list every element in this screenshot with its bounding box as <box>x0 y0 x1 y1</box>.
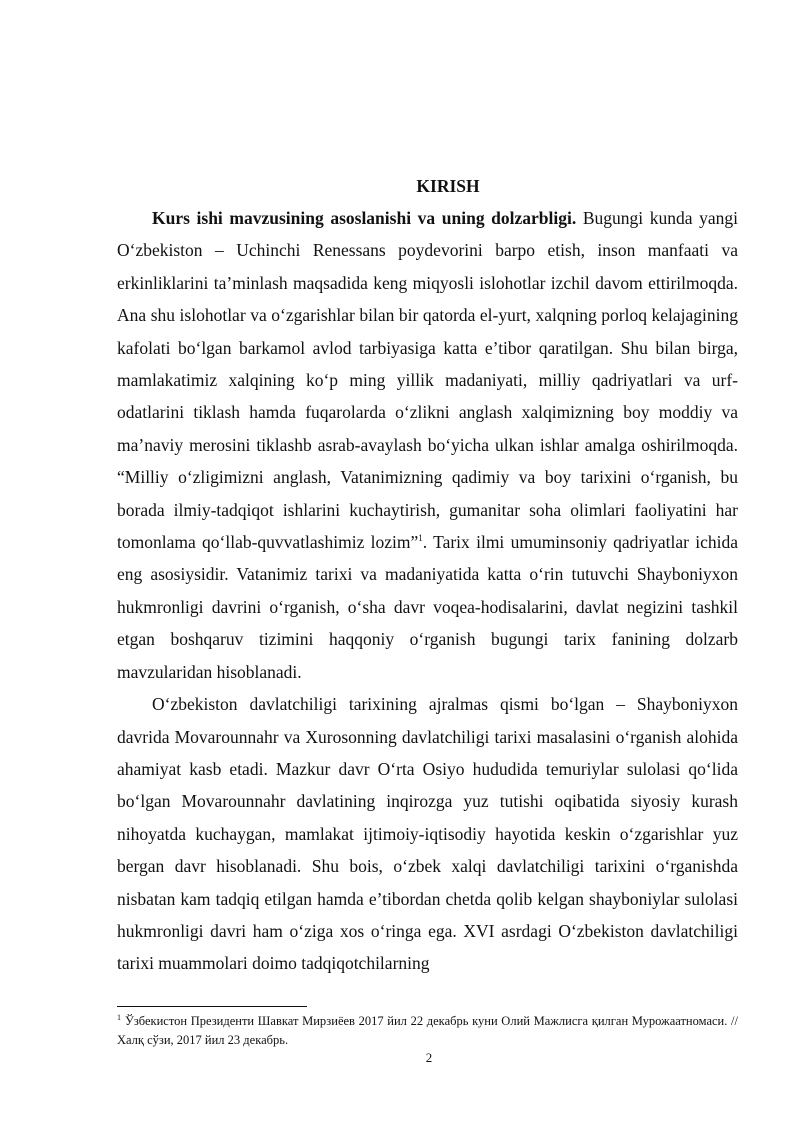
paragraph-2: O‘zbekiston davlatchiligi tarixining ajralmas qismi bo‘lgan – Shayboniyxon davrida Movarounnahr va Xurosonning davlatchiligi tarixi masalasini o‘rganish alohida ahamiyat kasb etadi. Mazkur davr O‘rta Osiyo hududida temuriylar sulolasi qo‘lida bo‘lgan Movarounnahr davlatining inqirozga yuz tutishi oqibatida siyosiy kurash nihoyatda kuchaygan, mamlakat ijtimoiy-iqtisodiy hayotida keskin o‘zgarishlar yuz bergan davr hisoblanadi. Shu bois, o‘zbek xalqi davlatchiligi tarixini o‘rganishda nisbatan kam tadqiq etilgan hamda e’tibordan chetda qolib kelgan shayboniylar sulolasi hukmronligi davri ham o‘ziga xos o‘ringa ega. XVI asrdagi O‘zbekiston davlatchiligi tarixi muammolari doimo tadqiqotchilarning <box>117 694 738 974</box>
footnote <box>117 1012 738 1050</box>
paragraph-1-text-b: . Tarix ilmi umuminsoniy qadriyatlar ichida eng asosiysidir. Vatanimiz tarixi va madaniyatida katta o‘rin tutuvchi Shayboniyxon hukmronligi davrini o‘rganish, o‘sha davr voqea-hodisalarini, davlat negizini tashkil etgan boshqaruv tizimini haqqoniy o‘rganish bugungi tarix fanining dolzarb mavzularidan hisoblanadi. <box>117 532 738 682</box>
footnote-separator <box>117 1006 307 1007</box>
footnote-text: Ўзбекистон Президенти Шавкат Мирзиёев 2017 йил 22 декабрь куни Олий Мажлисга қилган Мурожаатномаси. // Халқ сўзи, 2017 йил 23 декабрь. <box>117 1014 738 1047</box>
footnote-reference[interactable]: 1 <box>418 533 423 544</box>
footnote-marker: 1 <box>117 1012 121 1022</box>
paragraph-1-text-a: Bugungi kunda yangi O‘zbekiston – Uchinchi Renessans poydevorini barpo etish, inson manfaati va erkinliklarini ta’minlash maqsadida keng miqyosli islohotlar izchil davom ettirilmoqda. Ana shu islohotlar va o‘zgarishlar bilan bir qatorda el-yurt, xalqning porloq kelajagining kafolati bo‘lgan barkamol avlod tarbiyasiga katta e’tibor qaratilgan. Shu bilan birga, mamlakatimiz xalqining ko‘p ming yillik madaniyati, milliy qadriyatlari va urf-odatlarini tiklash hamda fuqarolarda o‘zlikni anglash xalqimizning boy moddiy va ma’naviy merosini tiklashb asrab-avaylash bo‘yicha ulkan ishlar amalga oshirilmoqda. “Milliy o‘zligimizni anglash, Vatanimizning qadimiy va boy tarixini o‘rganish, bu borada ilmiy-tadqiqot ishlarini kuchaytirish, gumanitar soha olimlari faoliyatini har tomonlama qo‘llab-quvvatlashimiz lozim” <box>117 208 738 553</box>
page-number: 2 <box>425 1050 433 1065</box>
paragraph-lead-bold: Kurs ishi mavzusining asoslanishi va uning dolzarbligi. <box>152 208 577 228</box>
page-heading: KIRISH <box>416 176 480 196</box>
paragraph-1 <box>117 202 738 688</box>
body-text <box>117 202 738 980</box>
